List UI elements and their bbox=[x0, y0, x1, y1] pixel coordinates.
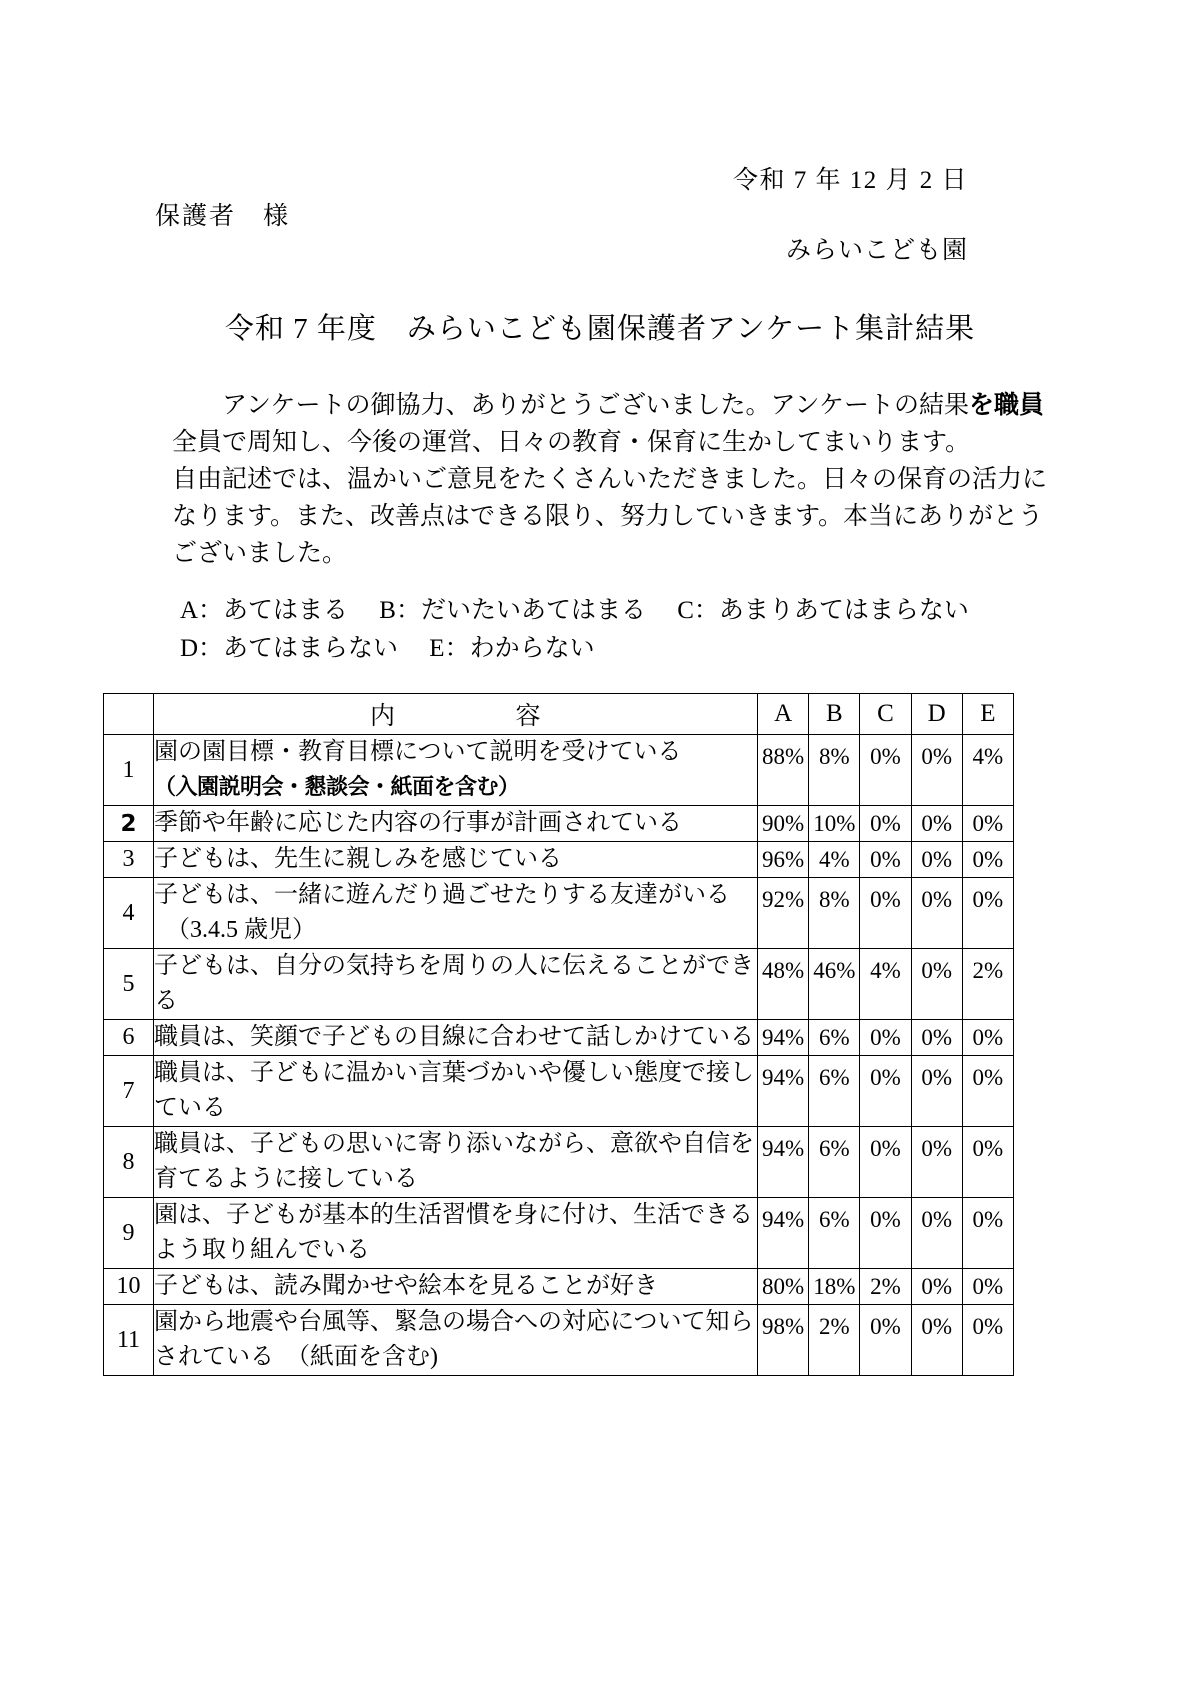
header-cell-no bbox=[104, 694, 154, 735]
page-title: 令和 7 年度 みらいこども園保護者アンケート集計結果 bbox=[224, 313, 976, 345]
header-cell-d: D bbox=[911, 694, 962, 735]
row-pct-a: 96% bbox=[758, 842, 809, 878]
row-pct-b: 8% bbox=[809, 735, 860, 806]
row-pct-e: 0% bbox=[962, 1127, 1013, 1198]
header-cell-b: B bbox=[809, 694, 860, 735]
question-line: 園の園目標・教育目標について説明を受けている bbox=[154, 739, 682, 765]
row-pct-e: 0% bbox=[962, 878, 1013, 949]
body-line-4: なります。また、改善点はできる限り、努力していきます。本当にありがとう bbox=[172, 503, 1044, 530]
row-pct-b: 18% bbox=[809, 1269, 860, 1305]
row-pct-c: 2% bbox=[860, 1269, 911, 1305]
row-pct-c: 4% bbox=[860, 949, 911, 1020]
row-pct-a: 80% bbox=[758, 1269, 809, 1305]
row-question-text bbox=[154, 1020, 758, 1056]
row-pct-e: 0% bbox=[962, 1269, 1013, 1305]
question-line: 職員は、子どもに温かい言葉づかいや優しい態度で接し bbox=[154, 1060, 754, 1086]
question-line: る bbox=[154, 988, 178, 1014]
row-pct-d: 0% bbox=[911, 735, 962, 806]
question-line: 子どもは、先生に親しみを感じている bbox=[154, 846, 562, 872]
document-date: 令和 7 年 12 月 2 日 bbox=[732, 167, 968, 194]
row-question-text bbox=[154, 842, 758, 878]
row-pct-b: 6% bbox=[809, 1020, 860, 1056]
row-pct-e: 0% bbox=[962, 1056, 1013, 1127]
question-line: 園は、子どもが基本的生活習慣を身に付け、生活できる bbox=[154, 1202, 754, 1228]
table-row bbox=[104, 1305, 1014, 1376]
row-pct-c: 0% bbox=[860, 1198, 911, 1269]
question-line: 職員は、子どもの思いに寄り添いながら、意欲や自信を bbox=[154, 1131, 754, 1157]
row-number: 4 bbox=[104, 878, 154, 949]
row-question-text bbox=[154, 1305, 758, 1376]
row-pct-d: 0% bbox=[911, 1269, 962, 1305]
row-pct-a: 94% bbox=[758, 1127, 809, 1198]
question-line: よう取り組んでいる bbox=[154, 1237, 370, 1263]
body-line-1-bold: を職員 bbox=[969, 392, 1045, 419]
row-number: 7 bbox=[104, 1056, 154, 1127]
row-pct-b: 6% bbox=[809, 1198, 860, 1269]
row-pct-c: 0% bbox=[860, 842, 911, 878]
row-number: 5 bbox=[104, 949, 154, 1020]
row-pct-d: 0% bbox=[911, 949, 962, 1020]
question-line: （3.4.5 歳児） bbox=[166, 917, 316, 943]
question-line: 子どもは、一緒に遊んだり過ごせたりする友達がいる bbox=[154, 882, 730, 908]
row-pct-a: 94% bbox=[758, 1056, 809, 1127]
row-number: 9 bbox=[104, 1198, 154, 1269]
row-pct-b: 2% bbox=[809, 1305, 860, 1376]
row-pct-b: 46% bbox=[809, 949, 860, 1020]
row-pct-e: 0% bbox=[962, 806, 1013, 842]
table-body bbox=[104, 735, 1014, 1376]
row-pct-e: 0% bbox=[962, 1198, 1013, 1269]
body-line-1-normal: アンケートの御協力、ありがとうございました。アンケートの結果 bbox=[172, 392, 970, 419]
header-cell-a: A bbox=[758, 694, 809, 735]
row-pct-d: 0% bbox=[911, 1020, 962, 1056]
legend-line-1: A：あてはまる B：だいたいあてはまる C：あまりあてはまらない bbox=[180, 597, 969, 624]
row-number: 8 bbox=[104, 1127, 154, 1198]
row-pct-c: 0% bbox=[860, 878, 911, 949]
legend-line-2: D：あてはまらない E：わからない bbox=[180, 635, 595, 662]
answer-legend bbox=[180, 592, 969, 668]
row-pct-e: 2% bbox=[962, 949, 1013, 1020]
row-pct-a: 88% bbox=[758, 735, 809, 806]
header-cell-e: E bbox=[962, 694, 1013, 735]
question-line: 職員は、笑顔で子どもの目線に合わせて話しかけている bbox=[154, 1024, 754, 1050]
question-line: 育てるように接している bbox=[154, 1166, 418, 1192]
question-line: 園から地震や台風等、緊急の場合への対応について知ら bbox=[154, 1309, 754, 1335]
table-row bbox=[104, 1056, 1014, 1127]
row-pct-d: 0% bbox=[911, 1305, 962, 1376]
row-pct-e: 0% bbox=[962, 1020, 1013, 1056]
table-row bbox=[104, 842, 1014, 878]
row-pct-a: 90% bbox=[758, 806, 809, 842]
survey-results-table bbox=[103, 693, 1014, 1376]
table-row bbox=[104, 735, 1014, 806]
row-pct-b: 8% bbox=[809, 878, 860, 949]
table-row bbox=[104, 1127, 1014, 1198]
row-pct-b: 4% bbox=[809, 842, 860, 878]
header-content-right: 容 bbox=[515, 703, 542, 730]
header-content-left: 内 bbox=[369, 703, 396, 730]
row-pct-b: 10% bbox=[809, 806, 860, 842]
row-pct-d: 0% bbox=[911, 878, 962, 949]
row-question-text bbox=[154, 1198, 758, 1269]
row-pct-e: 0% bbox=[962, 842, 1013, 878]
header-cell-c: C bbox=[860, 694, 911, 735]
question-line: 季節や年齢に応じた内容の行事が計画されている bbox=[154, 810, 682, 836]
body-line-1 bbox=[172, 387, 1045, 424]
document-addressee: 保護者 様 bbox=[155, 203, 291, 230]
row-pct-e: 4% bbox=[962, 735, 1013, 806]
question-line: ている bbox=[154, 1095, 226, 1121]
row-pct-d: 0% bbox=[911, 842, 962, 878]
row-question-text bbox=[154, 878, 758, 949]
row-pct-a: 98% bbox=[758, 1305, 809, 1376]
header-cell-content bbox=[154, 694, 758, 735]
row-question-text bbox=[154, 1269, 758, 1305]
row-question-text bbox=[154, 735, 758, 806]
body-line-2: 全員で周知し、今後の運営、日々の教育・保育に生かしてまいります。 bbox=[172, 429, 971, 456]
row-question-text bbox=[154, 949, 758, 1020]
question-line: 子どもは、読み聞かせや絵本を見ることが好き bbox=[154, 1273, 658, 1299]
document-sender: みらいこども園 bbox=[785, 237, 968, 264]
question-line: 子どもは、自分の気持ちを周りの人に伝えることができ bbox=[154, 953, 754, 979]
row-pct-e: 0% bbox=[962, 1305, 1013, 1376]
row-number: 2 bbox=[104, 806, 154, 842]
row-pct-a: 94% bbox=[758, 1020, 809, 1056]
row-pct-a: 48% bbox=[758, 949, 809, 1020]
row-question-text bbox=[154, 806, 758, 842]
table-row bbox=[104, 1020, 1014, 1056]
table-row bbox=[104, 949, 1014, 1020]
question-line: されている （紙面を含む) bbox=[154, 1344, 438, 1370]
question-subnote: （入園説明会・懇談会・紙面を含む） bbox=[154, 775, 520, 800]
row-pct-c: 0% bbox=[860, 806, 911, 842]
table-row bbox=[104, 878, 1014, 949]
row-pct-d: 0% bbox=[911, 1127, 962, 1198]
row-number: 11 bbox=[104, 1305, 154, 1376]
row-number: 10 bbox=[104, 1269, 154, 1305]
row-number: 1 bbox=[104, 735, 154, 806]
body-paragraphs bbox=[172, 387, 1048, 572]
table-row bbox=[104, 1198, 1014, 1269]
row-question-text bbox=[154, 1056, 758, 1127]
body-line-3: 自由記述では、温かいご意見をたくさんいただきました。日々の保育の活力に bbox=[172, 466, 1048, 493]
row-pct-b: 6% bbox=[809, 1056, 860, 1127]
row-pct-a: 92% bbox=[758, 878, 809, 949]
row-pct-b: 6% bbox=[809, 1127, 860, 1198]
row-pct-a: 94% bbox=[758, 1198, 809, 1269]
row-pct-c: 0% bbox=[860, 1056, 911, 1127]
row-pct-d: 0% bbox=[911, 806, 962, 842]
table-header-row bbox=[104, 694, 1014, 735]
row-pct-c: 0% bbox=[860, 1305, 911, 1376]
row-pct-c: 0% bbox=[860, 1020, 911, 1056]
table-row bbox=[104, 1269, 1014, 1305]
table-row bbox=[104, 806, 1014, 842]
body-line-5: ございました。 bbox=[172, 540, 348, 567]
row-question-text bbox=[154, 1127, 758, 1198]
row-pct-d: 0% bbox=[911, 1056, 962, 1127]
row-number: 3 bbox=[104, 842, 154, 878]
row-number: 6 bbox=[104, 1020, 154, 1056]
row-pct-d: 0% bbox=[911, 1198, 962, 1269]
row-pct-c: 0% bbox=[860, 1127, 911, 1198]
row-pct-c: 0% bbox=[860, 735, 911, 806]
